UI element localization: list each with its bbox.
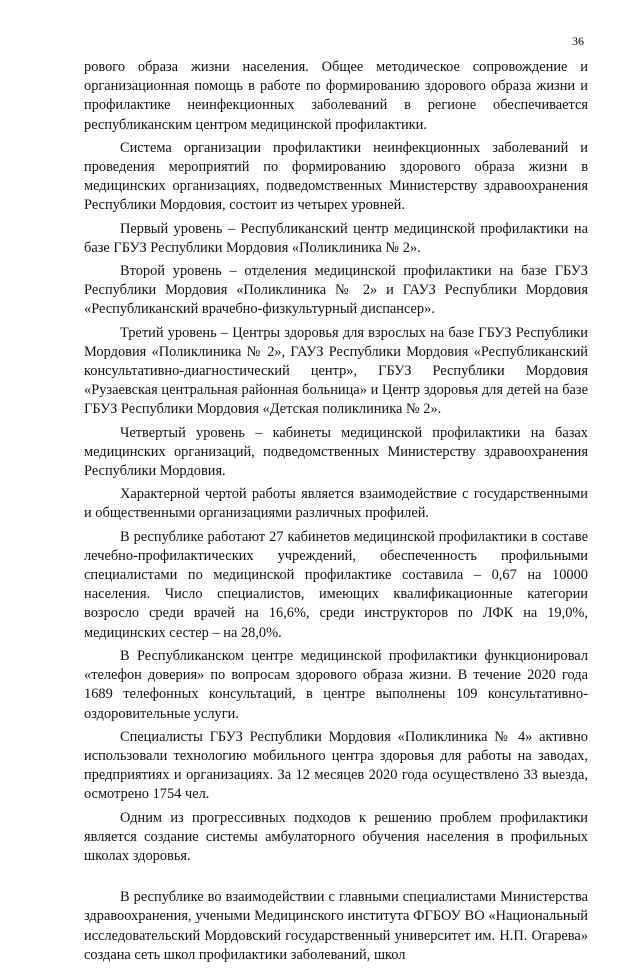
paragraph-9: В Республиканском центре медицинской профилактики функционировал «телефон доверия» по вопросам здорового образа жизни. В течение 2020 года 1689 телефонных консультаций, в центре выполнены 109 консультативно-оздоровительные услуги. xyxy=(84,647,588,722)
paragraph-8: В республике работают 27 кабинетов медицинской профилактики в составе лечебно-профилактических учреждений, обеспеченность профильными специалистами по медицинской профилактике составила – 0,67 на 10000 населения. Число специалистов, имеющих квалификационные категории возросло среди врачей на 16,6%, среди инструкторов по ЛФК на 19,0%, медицинских сестер – на 28,0%. xyxy=(84,528,588,641)
paragraph-2: Система организации профилактики неинфекционных заболеваний и проведения мероприятий по формированию здорового образа жизни в медицинских организациях, подведомственных Министерству здравоохранения Республики Мордовия, состоит из четырех уровней. xyxy=(84,139,588,214)
paragraph-1: рового образа жизни населения. Общее методическое сопровождение и организационная помощь в работе по формированию здорового образа жизни и профилактике неинфекционных заболеваний в регионе обеспечивается республиканским центром медицинской профилактики. xyxy=(84,59,588,133)
paragraph-4: Второй уровень – отделения медицинской профилактики на базе ГБУЗ Республики Мордовия «Поликлиника № 2» и ГАУЗ Республики Мордовия «Республиканский врачебно-физкультурный диспансер». xyxy=(84,263,588,318)
paragraph-5: Третий уровень – Центры здоровья для взрослых на базе ГБУЗ Республики Мордовия «Поликлиника № 2», ГАУЗ Республики Мордовия «Республиканский консультативно-диагностический центр», ГБУЗ Республики Мордовия «Рузаевская центральная районная больница» и Центр здоровья для детей на базе ГБУЗ Республики Мордовия «Детская поликлиника № 2». xyxy=(84,324,588,418)
document-body xyxy=(84,58,588,969)
paragraph-7: Характерной чертой работы является взаимодействие с государственными и общественными организациями различных профилей. xyxy=(84,486,588,522)
paragraph-3: Первый уровень – Республиканский центр медицинской профилактики на базе ГБУЗ Республики Мордовия «Поликлиника № 2». xyxy=(84,220,588,256)
page-number: 36 xyxy=(572,34,584,48)
paragraph-11: Одним из прогрессивных подходов к решению проблем профилактики является создание системы амбулаторного обучения населения в профильных школах здоровья. xyxy=(84,809,588,864)
paragraph-6: Четвертый уровень – кабинеты медицинской профилактики на базах медицинских организаций, подведомственных Министерству здравоохранения Республики Мордовия. xyxy=(84,424,588,480)
paragraph-12: В республике во взаимодействии с главными специалистами Министерства здравоохранения, учеными Медицинского института ФГБОУ ВО «Национальный исследовательский Мордовский государственный университет им. Н.П. Огарева» создана сеть школ профилактики заболеваний, школ xyxy=(84,889,588,963)
paragraph-10: Специалисты ГБУЗ Республики Мордовия «Поликлиника № 4» активно использовали технологию мобильного центра здоровья для работы на заводах, предприятиях и организациях. За 12 месяцев 2020 года осуществлено 33 выезда, осмотрено 1754 чел. xyxy=(84,728,588,803)
